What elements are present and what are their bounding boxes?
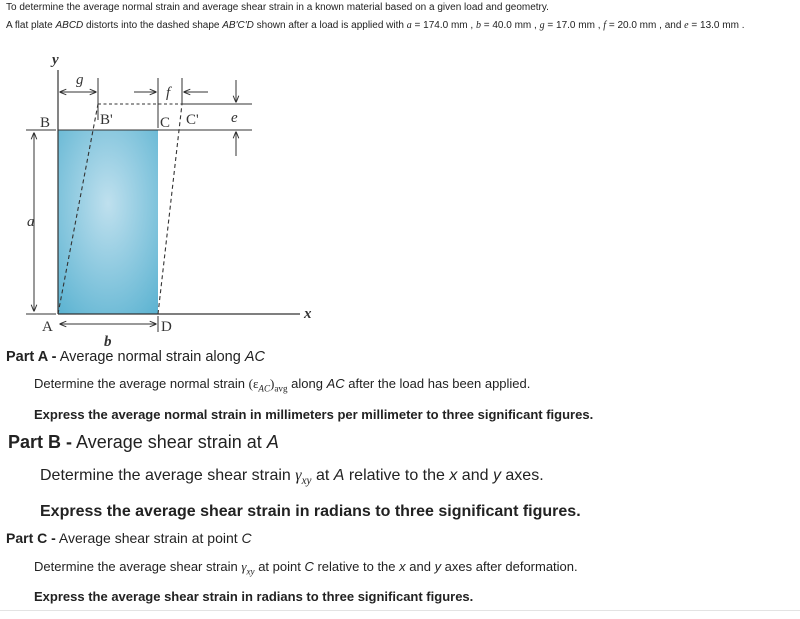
label-c-corner: C [160, 115, 171, 131]
label-d-corner: D [161, 319, 172, 335]
part-c-desc-text: Determine the average shear strain [34, 559, 242, 574]
var-a: a [406, 20, 412, 31]
part-a-title [6, 349, 265, 365]
part-c-instruction: Express the average shear strain in radians to three significant figures. [34, 589, 474, 604]
end: . [738, 20, 745, 31]
plate-rectangle [58, 130, 158, 314]
part-b-desc-a: A [333, 467, 345, 484]
part-b-desc-x: x [449, 467, 458, 484]
shear-subscript: xy [301, 475, 312, 488]
x-axis-label: x [304, 306, 312, 322]
part-c-desc-text: relative to the [313, 559, 400, 574]
part-b-desc-text: relative to the [344, 467, 450, 484]
strain-avg-subscript: avg [274, 383, 288, 394]
intro-abcd-prime: AB'C'D [222, 20, 254, 31]
part-b-title [8, 432, 279, 453]
intro-line-1: To determine the average normal strain and average shear strain in a known material based on a given load and geometry. [6, 2, 549, 13]
part-c-title-c: C [241, 530, 252, 546]
shear-symbol-gamma: γ [241, 559, 247, 574]
strain-symbol [248, 376, 288, 394]
strain-symbol-close: ) [270, 376, 275, 391]
part-a-desc-ac: AC [326, 376, 345, 391]
part-c-title [6, 530, 252, 546]
part-b-desc-text: Determine the average shear strain [40, 467, 296, 484]
part-b-title-a: A [266, 432, 279, 452]
val-b: = 40.0 mm [480, 20, 532, 31]
label-c-prime: C' [186, 112, 199, 128]
part-b-desc-text: at [311, 467, 334, 484]
label-b-prime: B' [100, 112, 113, 128]
val-f: = 20.0 mm [606, 20, 657, 31]
part-c-title-text: Average shear strain at point [55, 530, 242, 546]
val-g: = 17.0 mm [544, 20, 595, 31]
var-f: f [603, 20, 607, 31]
part-c-desc-y: y [434, 559, 442, 574]
dim-label-f: f [166, 85, 171, 101]
sep: , [467, 20, 476, 31]
part-a-desc-text: along [287, 376, 327, 391]
val-a: = 174.0 mm [411, 20, 468, 31]
deformed-right-dashed [158, 104, 182, 314]
var-b: b [475, 20, 481, 31]
dim-label-b: b [104, 334, 112, 350]
intro-text: A flat plate [6, 20, 56, 31]
intro-text: distorts into the dashed shape [83, 20, 223, 31]
strain-subscript: AC [258, 383, 271, 394]
dim-label-e: e [231, 110, 238, 126]
part-a-desc-text: after the load has been applied. [344, 376, 531, 391]
part-b-desc-text: axes. [500, 467, 544, 484]
intro-abcd: ABCD [55, 20, 84, 31]
part-c-description [34, 559, 578, 577]
var-e: e [684, 20, 689, 31]
and: , and [656, 20, 685, 31]
val-e: = 13.0 mm [688, 20, 739, 31]
part-c-desc-text: axes after deformation. [441, 559, 578, 574]
part-a-label: Part A - [6, 349, 57, 365]
part-a-title-text: Average normal strain along [56, 349, 245, 365]
part-b-desc-text: and [457, 467, 493, 484]
shear-subscript: xy [246, 566, 255, 577]
part-b-label: Part B - [8, 432, 73, 452]
part-a-title-ac: AC [244, 349, 266, 365]
part-b-title-text: Average shear strain at [72, 432, 267, 452]
bottom-divider [0, 610, 800, 611]
strain-symbol-open: (ε [248, 376, 259, 391]
y-axis-label: y [52, 52, 59, 68]
part-a-instruction: Express the average normal strain in millimeters per millimeter to three significant figures. [34, 407, 594, 422]
shear-symbol [295, 467, 312, 488]
part-c-desc-x: x [399, 559, 406, 574]
var-g: g [539, 20, 545, 31]
shear-symbol-gamma: γ [295, 467, 302, 484]
dim-label-g: g [76, 72, 84, 88]
part-c-desc-text: and [405, 559, 435, 574]
label-b-corner: B [40, 115, 51, 131]
shear-symbol [241, 559, 255, 577]
part-c-desc-c: C [304, 559, 314, 574]
plate-diagram [0, 40, 340, 350]
part-b-instruction: Express the average shear strain in radians to three significant figures. [40, 503, 581, 520]
part-b-desc-y: y [492, 467, 501, 484]
intro-line-2 [6, 20, 745, 31]
dim-label-a: a [27, 214, 35, 230]
intro-text: shown after a load is applied with [253, 20, 407, 31]
part-a-description [34, 376, 530, 394]
part-b-description [40, 467, 544, 487]
part-c-label: Part C - [6, 530, 56, 546]
sep: , [531, 20, 540, 31]
part-a-desc-text: Determine the average normal strain [34, 376, 249, 391]
label-a-corner: A [42, 319, 53, 335]
part-c-desc-text: at point [254, 559, 305, 574]
sep: , [594, 20, 604, 31]
